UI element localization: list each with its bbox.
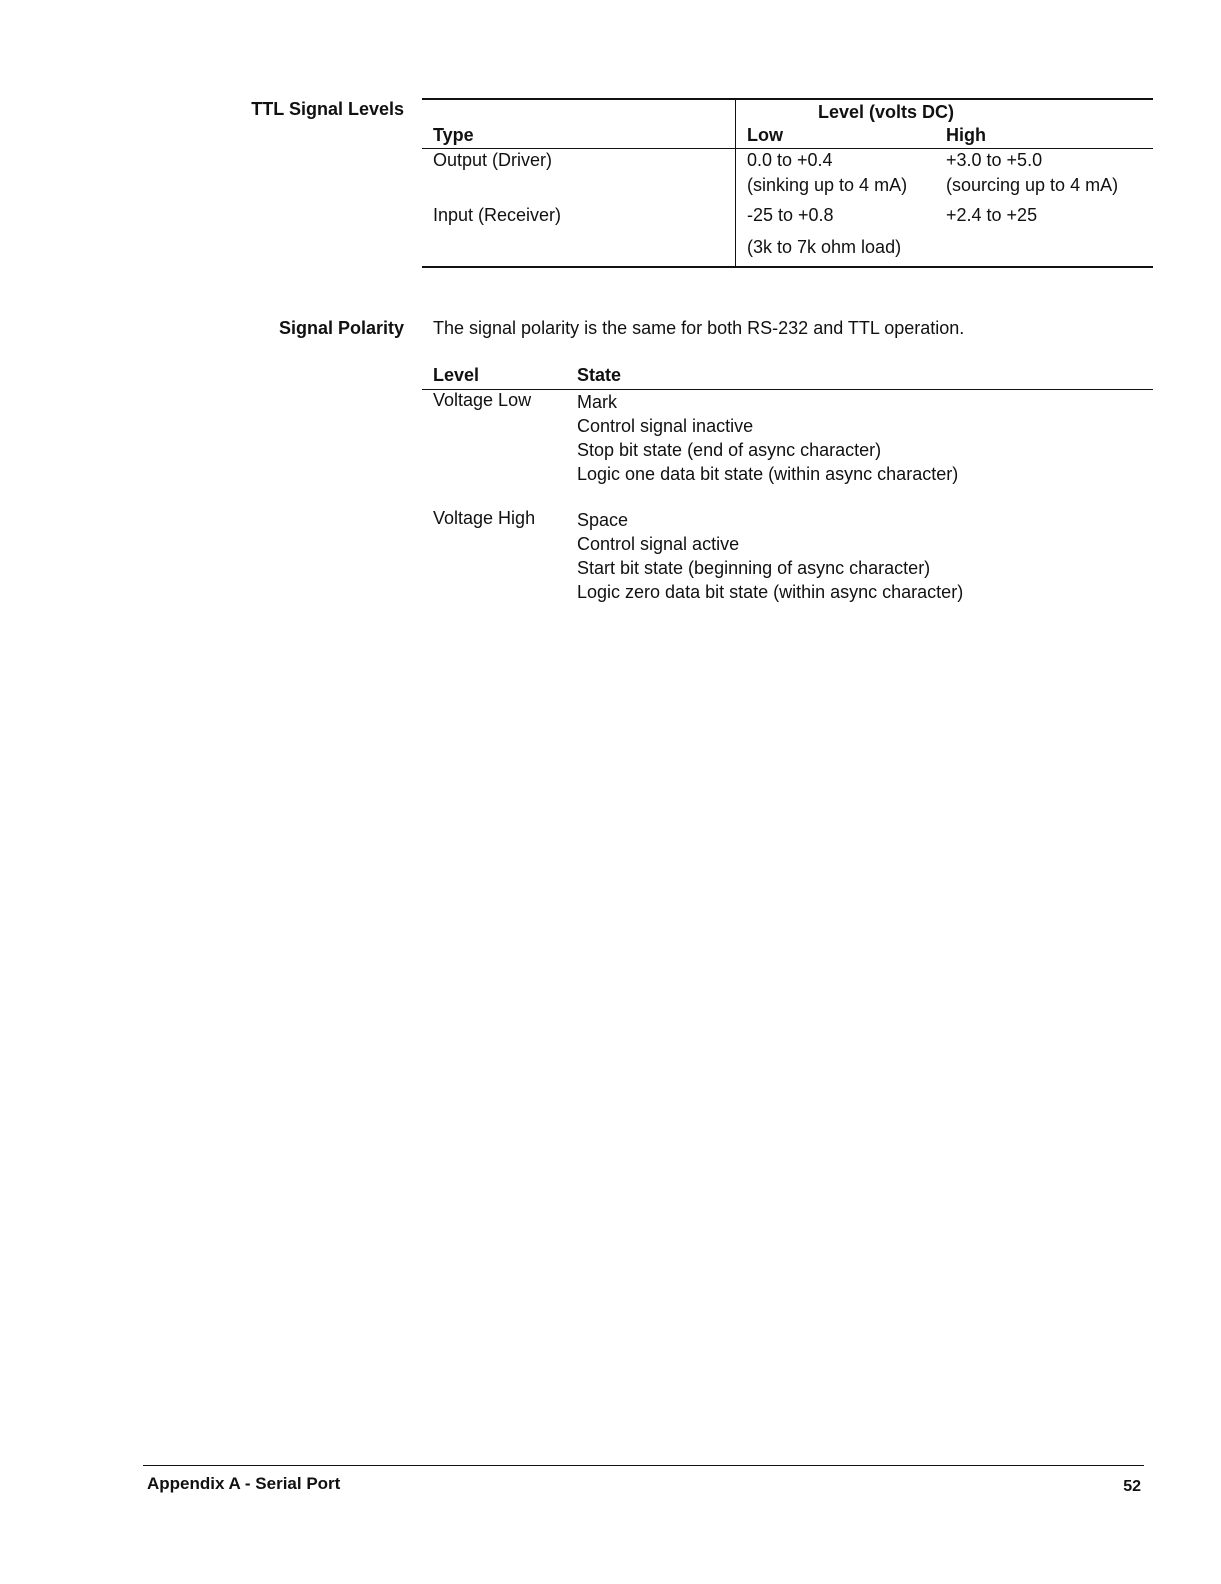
table-cell-type: Input (Receiver) bbox=[433, 205, 562, 225]
polarity-section-heading: Signal Polarity bbox=[278, 318, 404, 338]
table-cell-level: Voltage Low bbox=[433, 390, 532, 410]
table-bottom-rule bbox=[422, 266, 1153, 268]
header-rule bbox=[422, 148, 1153, 149]
col-header-high: High bbox=[946, 125, 986, 145]
state-line: Mark bbox=[577, 392, 617, 412]
footer-rule bbox=[143, 1465, 1144, 1466]
state-line: Space bbox=[577, 510, 629, 530]
col-header-low: Low bbox=[747, 125, 783, 145]
state-line: Control signal inactive bbox=[577, 416, 754, 436]
page-number: 52 bbox=[1123, 1478, 1141, 1495]
table-cell-high: +3.0 to +5.0 bbox=[946, 150, 1043, 170]
table-cell-low-note: (sinking up to 4 mA) bbox=[747, 175, 908, 195]
state-line: Logic one data bit state (within async character) bbox=[577, 464, 959, 484]
table-cell-low: 0.0 to +0.4 bbox=[747, 150, 833, 170]
state-line: Control signal active bbox=[577, 534, 740, 554]
table-cell-low: -25 to +0.8 bbox=[747, 205, 834, 225]
table-cell-states bbox=[577, 508, 963, 604]
column-divider bbox=[735, 98, 736, 268]
col-header-type: Type bbox=[433, 125, 474, 145]
table-cell-low-note: (3k to 7k ohm load) bbox=[747, 237, 902, 257]
state-line: Stop bit state (end of async character) bbox=[577, 440, 882, 460]
table-cell-high-note: (sourcing up to 4 mA) bbox=[946, 175, 1119, 195]
ttl-section-heading: TTL Signal Levels bbox=[251, 99, 404, 119]
col-header-state: State bbox=[577, 365, 622, 385]
level-group-header: Level (volts DC) bbox=[818, 102, 955, 122]
col-header-level: Level bbox=[433, 365, 480, 385]
table-cell-level: Voltage High bbox=[433, 508, 536, 528]
polarity-intro: The signal polarity is the same for both RS-232 and TTL operation. bbox=[433, 318, 965, 338]
footer-section-title: Appendix A - Serial Port bbox=[147, 1474, 341, 1493]
table-cell-type: Output (Driver) bbox=[433, 150, 553, 170]
state-line: Logic zero data bit state (within async character) bbox=[577, 582, 964, 602]
table-top-rule bbox=[422, 98, 1153, 100]
table-cell-high: +2.4 to +25 bbox=[946, 205, 1038, 225]
state-line: Start bit state (beginning of async character) bbox=[577, 558, 931, 578]
table-cell-states bbox=[577, 390, 958, 486]
